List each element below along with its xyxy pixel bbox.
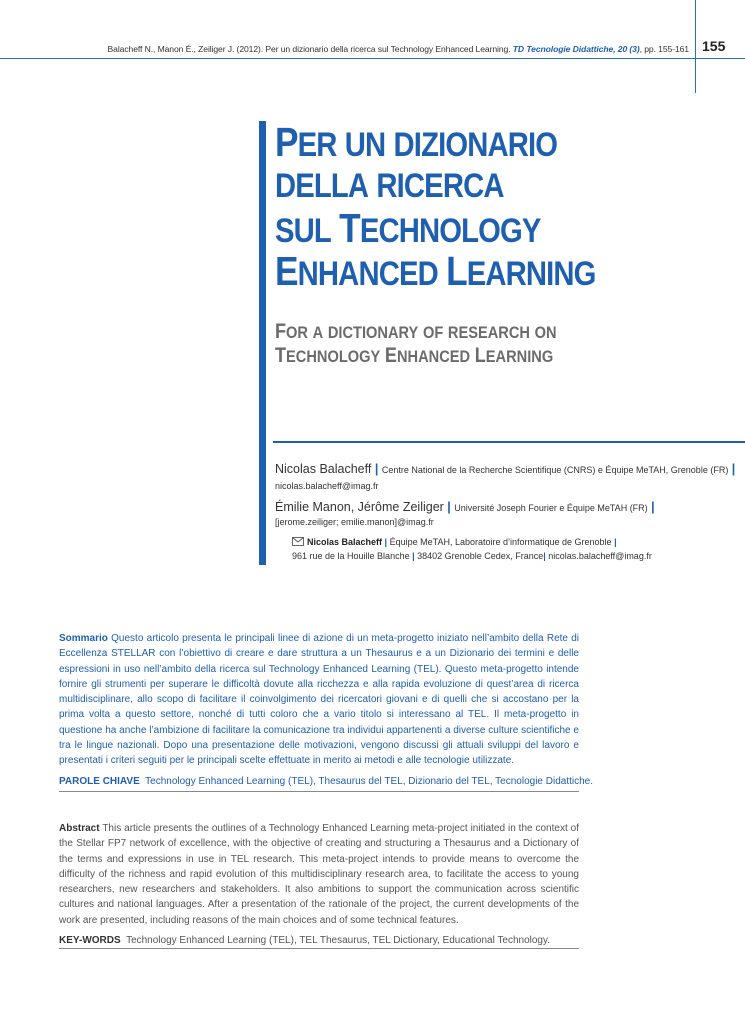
journal-name: TD Tecnologie Didattiche [512, 44, 614, 54]
author-2-names: Émilie Manon, Jérôme Zeiliger [275, 500, 444, 514]
parole-chiave-text: Technology Enhanced Learning (TEL), Thesaurus del TEL, Dizionario del TEL, Tecnologie Didattiche. [145, 776, 594, 787]
keywords-line [59, 935, 550, 946]
header-rule [0, 58, 745, 59]
abstract-text: This article presents the outlines of a Technology Enhanced Learning meta-project initiated in the context of the Stellar FP7 network of excellence, with the objective of creating and structuring a Thesaurus and a Dictionary of the terms and expressions in use in TEL research. This meta-project intends to provide means to overcome the difficulty of the richness and rapid evolution of this multidisciplinary research area, to facilitate the access to young researchers, new researchers and stakeholders. It also ambitions to support the communication across scientific cultures and national languages. After a presentation of the rationale of the project, the current developments of the work are presented, including reasons of the main choices and of some technical features. [59, 823, 579, 926]
journal-issue: , 20 (3) [613, 44, 640, 54]
page-number: 155 [702, 38, 726, 54]
envelope-icon [292, 537, 304, 548]
sommario-paragraph [59, 631, 579, 769]
author-1-name: Nicolas Balacheff [275, 462, 372, 476]
abstract-paragraph [59, 821, 579, 928]
title-line-1: PER UN DIZIONARIO [275, 119, 558, 165]
correspondence-email: nicolas.balacheff@imag.fr [548, 551, 652, 561]
page-range: , pp. 155-161 [639, 44, 689, 54]
correspondence-city: 38402 Grenoble Cedex, France [417, 551, 544, 561]
author-1-email: nicolas.balacheff@imag.fr [275, 481, 379, 491]
header-vertical-rule [695, 0, 696, 93]
correspondence-street: 961 rue de la Houille Blanche [292, 551, 410, 561]
running-head [108, 44, 689, 54]
author-2-line: Émilie Manon, Jérôme Zeiliger | Université Joseph Fourier e Équipe MeTAH (FR) | [275, 500, 655, 514]
author-1-line: Nicolas Balacheff | Centre National de la Recherche Scientifique (CNRS) e Équipe MeTAH, Grenoble (FR) | [275, 462, 736, 476]
sommario-label: Sommario [59, 633, 108, 644]
correspondence-line-2: 961 rue de la Houille Blanche | 38402 Grenoble Cedex, France| nicolas.balacheff@imag.fr [292, 551, 652, 561]
subtitle-line-2: TECHNOLOGY ENHANCED LEARNING [275, 344, 554, 367]
correspondence-lab: Équipe MeTAH, Laboratoire d’informatique de Grenoble [389, 537, 612, 547]
title-line-2: DELLA RICERCA [275, 167, 504, 205]
author-1-affiliation: Centre National de la Recherche Scientifique (CNRS) e Équipe MeTAH, Grenoble (FR) [381, 465, 729, 475]
correspondence-name: Nicolas Balacheff [307, 537, 383, 547]
keywords-text: Technology Enhanced Learning (TEL), TEL Thesaurus, TEL Dictionary, Educational Technology. [126, 935, 551, 946]
parole-chiave-rule [59, 791, 579, 792]
keywords-rule [59, 948, 579, 949]
title-line-3: SUL TECHNOLOGY [275, 205, 541, 251]
abstract-label: Abstract [59, 823, 100, 834]
keywords-label: KEY-WORDS [59, 935, 121, 946]
title-accent-bar [259, 121, 266, 565]
title-rule [273, 441, 745, 443]
parole-chiave-line [59, 776, 593, 787]
subtitle-line-1: FOR A DICTIONARY OF RESEARCH ON [275, 320, 557, 343]
citation: Balacheff N., Manon É., Zeiliger J. (2012). Per un dizionario della ricerca sul Technology Enhanced Learning. [107, 44, 511, 54]
sommario-text: Questo articolo presenta le principali linee di azione di un meta-progetto iniziato nell’ambito della Rete di Eccellenza STELLAR con l’obiettivo di creare e dare struttura a un Thesaurus e a un Dizionario dei termini e delle espressioni in uso nell’ambito della ricerca sul Technology Enhanced Learning (TEL). Questo meta-progetto intende fornire gli strumenti per superare le difficoltà dovute alla ricchezza e alla rapida evoluzione di quest’area di ricerca multidisciplinare, allo scopo di facilitare il coinvolgimento dei ricercatori giovani e di quelli che si accostano per la prima volta a questo settore, nonché di tutti coloro che a vario titolo si interessano al TEL. Il meta-progetto in questione ha anche l’ambizione di facilitare la comunicazione tra individui appartenenti a diverse culture scientifiche e tra le lingue nazionali. Dopo una presentazione delle motivazioni, vengono discussi gli attuali sviluppi del lavoro e presentati i criteri seguiti per le principali scelte effettuate in merito ai metodi e alle tecnologie utilizzate. [59, 633, 579, 767]
author-2-emails: [jerome.zeiliger; emilie.manon]@imag.fr [275, 517, 434, 527]
correspondence-line-1: Nicolas Balacheff | Équipe MeTAH, Laboratoire d’informatique de Grenoble | [292, 537, 617, 548]
parole-chiave-label: PAROLE CHIAVE [59, 776, 140, 787]
title-line-4: ENHANCED LEARNING [275, 248, 596, 294]
author-2-affiliation: Université Joseph Fourier e Équipe MeTAH (FR) [454, 503, 648, 513]
